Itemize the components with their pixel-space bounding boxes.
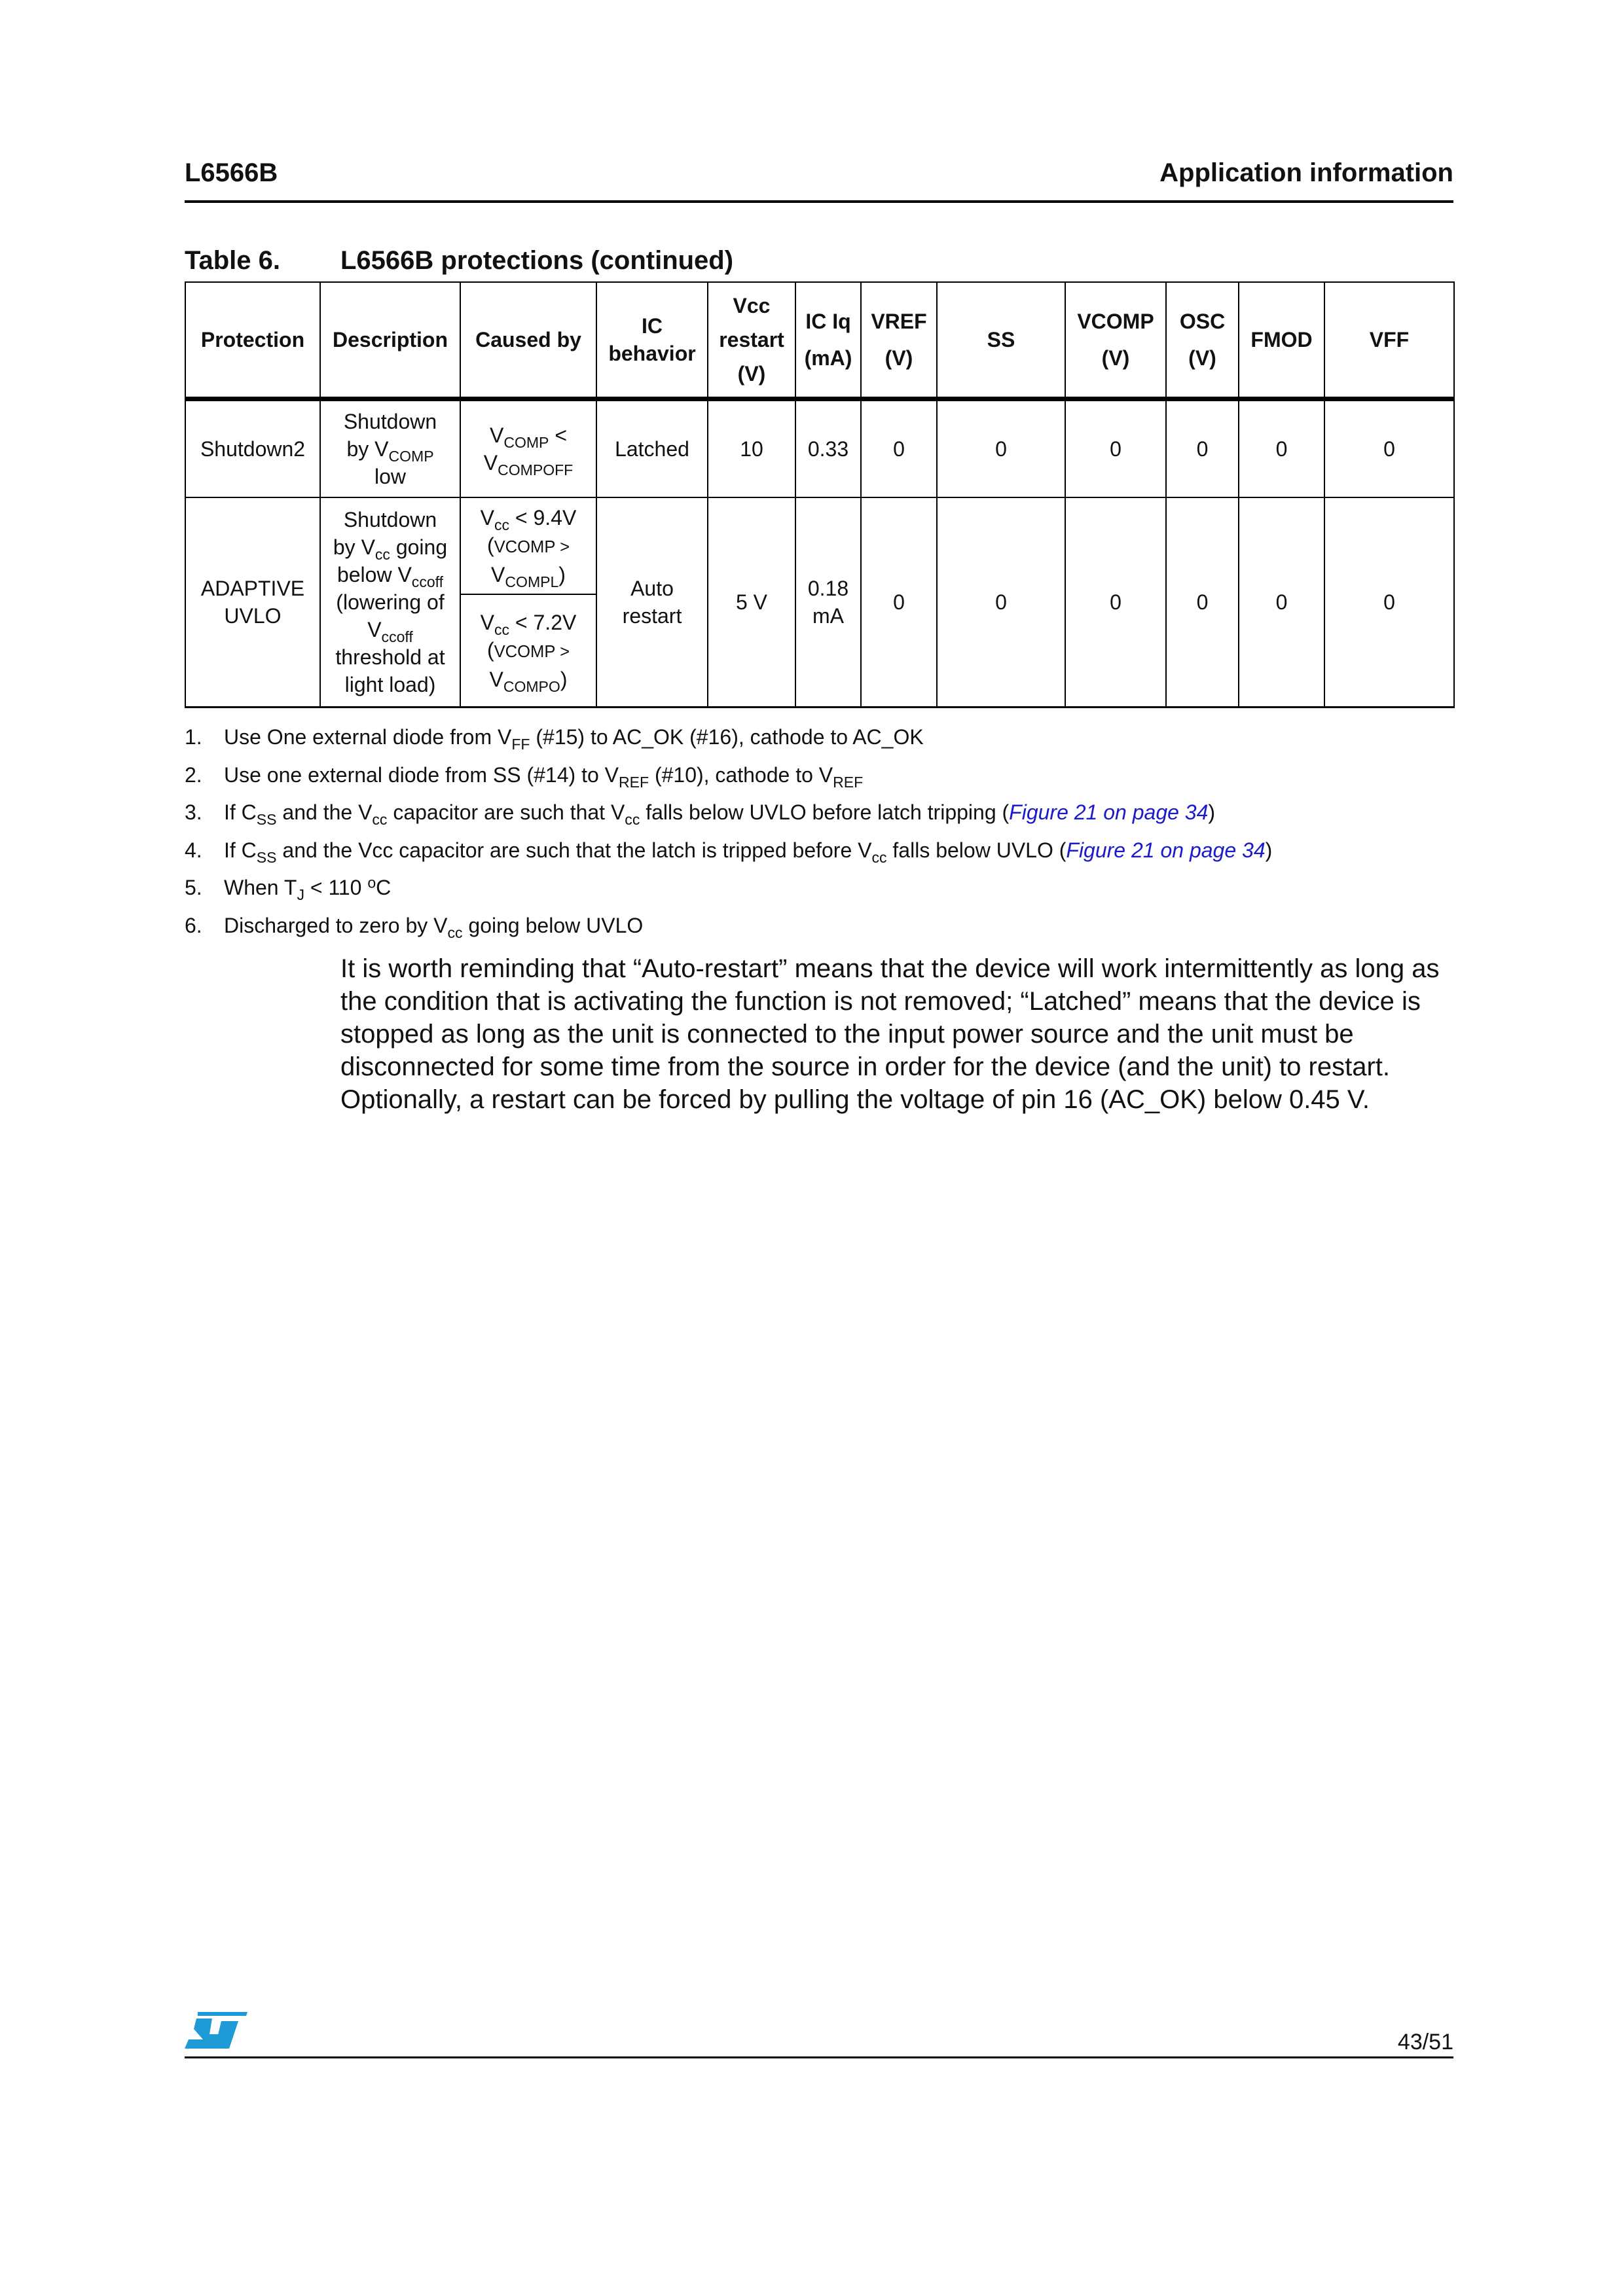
cell-vff: 0 <box>1324 497 1454 708</box>
table-row-shutdown2 <box>185 399 1454 498</box>
cell-vref: 0 <box>861 497 937 708</box>
cell-ss: 0 <box>937 497 1065 708</box>
cell-caused-by-low: $V_{cc} < 7.2V$ (VCOMP > $V_{COMPO}$) <box>460 594 596 708</box>
cell-ic-behavior: Latched <box>596 399 708 498</box>
col-ic-iq: IC Iq (mA) <box>795 282 861 399</box>
table-header-row <box>185 282 1454 399</box>
cell-osc: 0 <box>1166 399 1239 498</box>
cell-fmod: 0 <box>1239 497 1324 708</box>
table-caption <box>185 243 733 278</box>
col-vff: VFF <box>1324 282 1454 399</box>
cell-vref: 0 <box>861 399 937 498</box>
col-protection: Protection <box>185 282 320 399</box>
col-osc: OSC (V) <box>1166 282 1239 399</box>
cell-ic-behavior: Auto restart <box>596 497 708 708</box>
footnote-3: 3. If $C_{SS}$ and the $V_{cc}$ capacitor are such that $V_{cc}$ falls below UVLO before latch tripping (Figure 21 on page 34) <box>185 800 1216 829</box>
cell-ic-iq: 0.33 <box>795 399 861 498</box>
cell-osc: 0 <box>1166 497 1239 708</box>
col-ss: SS <box>937 282 1065 399</box>
table-number: Table 6. <box>185 246 280 275</box>
table-footnotes <box>185 719 1453 944</box>
col-fmod: FMOD <box>1239 282 1324 399</box>
figure-21-link[interactable]: Figure 21 on page 34 <box>1009 800 1209 824</box>
col-vref: VREF (V) <box>861 282 937 399</box>
cell-caused-by-high: $V_{cc} < 9.4V$ (VCOMP > $V_{COMPL}$) <box>460 497 596 594</box>
footnote-1: 1. Use One external diode from $V_{FF}$ (#15) to AC_OK (#16), cathode to AC_OK <box>185 725 924 753</box>
footnote-6: 6. Discharged to zero by $V_{cc}$ going below UVLO <box>185 913 644 941</box>
cell-description: Shutdown by $V_{COMP}$ low <box>320 399 460 498</box>
table-row-adaptive-uvlo <box>185 497 1454 594</box>
col-vcc-restart: Vcc restart (V) <box>708 282 795 399</box>
cell-ic-iq: 0.18 mA <box>795 497 861 708</box>
document-id: L6566B <box>185 158 278 187</box>
cell-vcc-restart: 5 V <box>708 497 795 708</box>
footnote-5: 5. When $T_J < 110$ $^o$C <box>185 874 392 904</box>
col-vcomp: VCOMP (V) <box>1065 282 1166 399</box>
footer-rule <box>185 2056 1453 2058</box>
cell-ss: 0 <box>937 399 1065 498</box>
protections-table <box>185 281 1455 708</box>
cell-vcomp: 0 <box>1065 497 1166 708</box>
cell-protection: Shutdown2 <box>185 399 320 498</box>
figure-21-link[interactable]: Figure 21 on page 34 <box>1066 838 1266 862</box>
footnote-2: 2. Use one external diode from SS (#14) to $V_{REF}$ (#10), cathode to $V_{REF}$ <box>185 762 864 791</box>
st-logo-icon <box>183 2011 249 2051</box>
cell-description: Shutdown by $V_{cc}$ going below $V_{ccoff}$ (lowering of $V_{ccoff}$ threshold at light load) <box>320 497 460 708</box>
cell-vcomp: 0 <box>1065 399 1166 498</box>
col-ic-behavior: IC behavior <box>596 282 708 399</box>
section-title: Application information <box>1159 158 1453 187</box>
col-caused-by: Caused by <box>460 282 596 399</box>
cell-protection: ADAPTIVE UVLO <box>185 497 320 708</box>
footnote-4: 4. If $C_{SS}$ and the Vcc capacitor are such that the latch is tripped before $V_{cc}$ falls below UVLO (Figure 21 on page 34) <box>185 838 1273 866</box>
page-number: 43/51 <box>1397 2030 1453 2054</box>
cell-vcc-restart: 10 <box>708 399 795 498</box>
cell-fmod: 0 <box>1239 399 1324 498</box>
cell-caused-by: $V_{COMP}$ < $V_{COMPOFF}$ <box>460 399 596 498</box>
table-title: L6566B protections (continued) <box>340 246 734 275</box>
cell-vff: 0 <box>1324 399 1454 498</box>
page-header <box>185 156 1453 203</box>
col-description: Description <box>320 282 460 399</box>
body-paragraph: It is worth reminding that “Auto-restart” means that the device will work intermittently as long as the condition that is activating the function is not removed; “Latched” means that the device is stopped as long as the unit is connected to the input power source and the unit must be disconnected for some time from the source in order for the device (and the unit) to restart. Optionally, a restart can be forced by pulling the voltage of pin 16 (AC_OK) below 0.45 V. <box>340 954 1440 1114</box>
